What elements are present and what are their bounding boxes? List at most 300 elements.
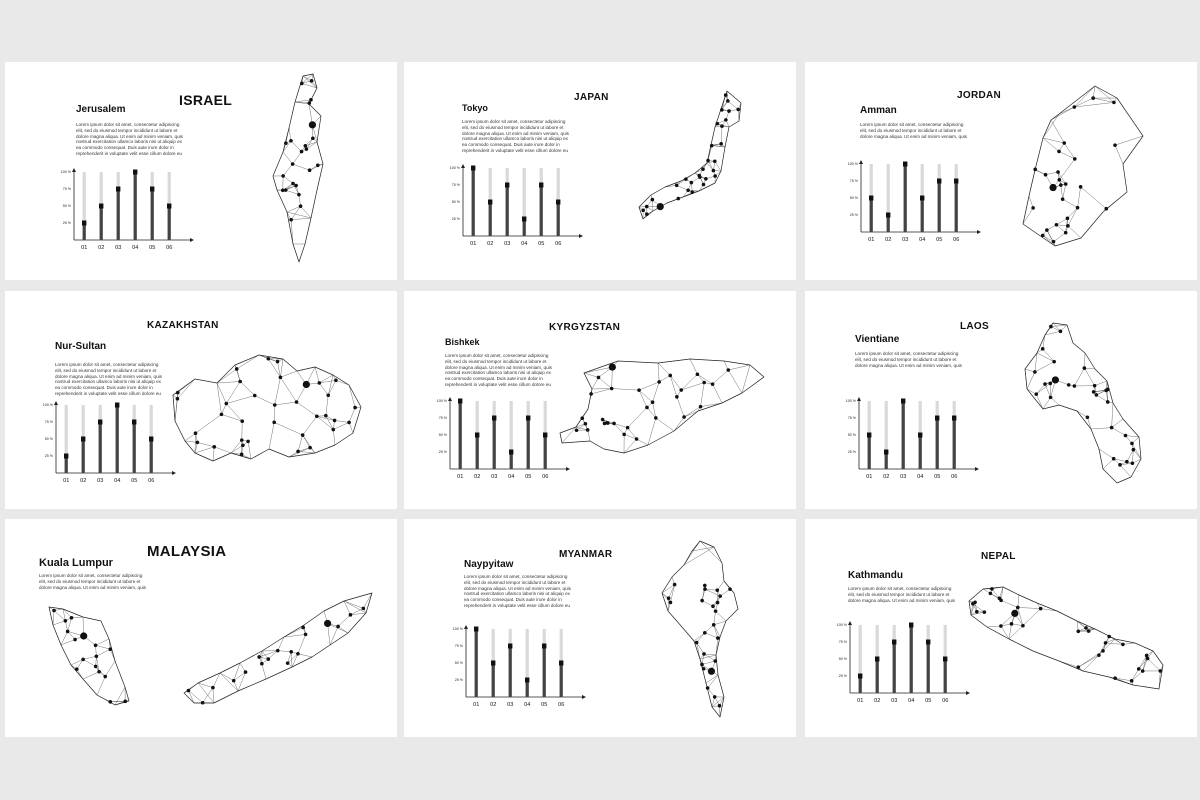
y-tick-label: 25 % — [44, 454, 53, 459]
map-node — [1112, 457, 1116, 461]
category-label: 05 — [538, 241, 545, 247]
y-axis-arrow — [72, 168, 76, 172]
map-outline — [662, 541, 738, 717]
bar-marker — [99, 204, 103, 209]
map-node — [284, 141, 288, 145]
bar-marker — [867, 433, 871, 438]
map-node — [296, 652, 300, 656]
map-node — [1112, 101, 1116, 105]
map-node — [70, 616, 74, 620]
bar — [133, 422, 136, 473]
bar — [540, 185, 543, 236]
map-node — [296, 450, 300, 454]
bar — [493, 418, 496, 469]
bar-marker — [98, 420, 102, 425]
map-node — [211, 686, 215, 690]
map-node — [1118, 463, 1122, 467]
map-node — [240, 453, 244, 457]
bar-marker — [937, 179, 941, 184]
map-node — [1076, 206, 1080, 210]
bar-marker — [526, 416, 530, 421]
map-node — [225, 402, 229, 406]
y-axis-arrow — [859, 160, 863, 164]
map-outline — [560, 359, 764, 453]
map-japan — [629, 87, 759, 247]
category-label: 04 — [524, 702, 531, 708]
description-text: Lorem ipsum dolor sit amet, consectetur adipiscing elit, sed do eiusmod tempor incididunt ut labore et dolore magna aliqua. Ut enim ad minim veniam, quis nostrud exercitation ullamco laboris nisi ut aliquip ex ea commodo consequat. Duis aute irure dolor in reprehenderit in voluptate velit esse cillum dolore eu — [462, 119, 569, 153]
map-node — [675, 184, 679, 188]
category-label: 03 — [115, 245, 122, 251]
map-node — [307, 101, 311, 105]
y-tick-label: 100 % — [847, 162, 858, 167]
bar — [953, 418, 956, 469]
map-node — [724, 93, 728, 97]
category-label: 03 — [491, 474, 498, 480]
bar — [475, 629, 478, 697]
capital-name: Kathmandu — [848, 570, 903, 581]
map-node — [728, 587, 732, 591]
category-label: 03 — [902, 237, 909, 243]
map-node — [291, 162, 295, 166]
bar — [116, 405, 119, 473]
map-node — [123, 700, 127, 704]
y-tick-label: 50 % — [838, 657, 847, 662]
map-node — [201, 701, 205, 705]
map-node — [310, 79, 314, 83]
map-node — [289, 218, 293, 222]
map-node — [697, 174, 701, 178]
y-tick-label: 25 % — [838, 674, 847, 679]
map-node — [353, 406, 357, 410]
map-node — [232, 679, 236, 683]
bar-marker — [471, 166, 475, 171]
bar-marker — [488, 200, 492, 205]
category-label: 06 — [951, 474, 958, 480]
map-node — [682, 415, 686, 419]
map-node — [326, 393, 330, 397]
bar-chart — [436, 395, 566, 485]
slide-malaysia — [5, 519, 397, 737]
y-axis-arrow — [461, 164, 465, 168]
map-node — [726, 368, 730, 372]
map-kyrgyzstan — [554, 353, 769, 463]
map-node — [713, 174, 717, 178]
map-node — [311, 136, 315, 140]
map-node — [1113, 676, 1117, 680]
category-label: 02 — [474, 474, 481, 480]
description-text: Lorem ipsum dolor sit amet, consectetur adipiscing elit, sed do eiusmod tempor incididunt ut labore et dolore magna aliqua. Ut enim ad minim veniam, quis nostrud exercitation ullamco laboris nisi ut aliquip ex ea commodo consequat. Duis aute irure dolor in reprehenderit in voluptate velit esse cillum dolore eu — [464, 574, 571, 608]
map-node — [716, 601, 720, 605]
map-node — [273, 403, 277, 407]
map-kazakhstan — [165, 349, 365, 479]
map-node — [253, 394, 257, 398]
map-node — [97, 670, 101, 674]
map-node — [676, 197, 680, 201]
map-node — [64, 619, 68, 623]
map-node — [281, 174, 285, 178]
map-node — [675, 395, 679, 399]
y-tick-label: 75 % — [62, 187, 71, 192]
map-node — [702, 381, 706, 385]
map-node — [187, 689, 191, 693]
map-node — [1132, 448, 1136, 452]
bar — [459, 401, 462, 469]
map-node — [716, 636, 720, 640]
map-node — [580, 416, 584, 420]
y-axis-arrow — [448, 397, 452, 401]
map-node — [316, 163, 320, 167]
y-tick-label: 25 % — [438, 450, 447, 455]
bar — [868, 435, 871, 469]
map-node — [1055, 223, 1059, 227]
map-node — [1016, 606, 1020, 610]
map-node — [736, 108, 740, 112]
map-node — [1052, 360, 1056, 364]
map-node — [603, 422, 607, 426]
map-node — [690, 190, 694, 194]
bar-chart — [42, 399, 172, 489]
description-text: Lorem ipsum dolor sit amet, consectetur adipiscing elit, sed do eiusmod tempor incididunt ut labore et dolore magna aliqua. Ut enim ad minim veniam, quis — [39, 573, 146, 590]
bar — [876, 659, 879, 693]
category-label: 04 — [132, 245, 139, 251]
bar — [509, 646, 512, 697]
map-node — [1095, 393, 1099, 397]
map-node — [349, 613, 353, 617]
bar — [904, 164, 907, 232]
bar — [560, 663, 563, 697]
map-node — [711, 382, 715, 386]
country-title: ISRAEL — [179, 92, 233, 108]
map-node — [701, 167, 705, 171]
map-node — [176, 391, 180, 395]
map-node — [704, 177, 708, 181]
category-label: 04 — [508, 474, 515, 480]
map-myanmar — [654, 537, 744, 722]
map-node — [726, 99, 730, 103]
bar-marker — [508, 644, 512, 649]
map-node — [983, 610, 987, 614]
map-node — [1121, 643, 1125, 647]
capital-name: Vientiane — [855, 334, 900, 345]
map-node — [1059, 183, 1063, 187]
category-label: 06 — [555, 241, 562, 247]
bar-chart — [449, 162, 579, 252]
map-node — [1104, 389, 1108, 393]
bar — [944, 659, 947, 693]
map-node — [176, 397, 180, 401]
bar — [870, 198, 873, 232]
map-node — [240, 419, 244, 423]
y-tick-label: 100 % — [436, 399, 447, 404]
map-node — [667, 596, 671, 600]
category-label: 06 — [148, 478, 155, 484]
map-node — [673, 583, 677, 587]
map-node — [597, 376, 601, 380]
bar — [544, 435, 547, 469]
bar-marker — [525, 678, 529, 683]
capital-node — [657, 203, 664, 210]
map-node — [1033, 168, 1037, 172]
y-tick-label: 50 % — [454, 661, 463, 666]
map-node — [1104, 641, 1108, 645]
map-node — [727, 109, 731, 113]
map-node — [575, 428, 579, 432]
bar-marker — [884, 450, 888, 455]
bar — [117, 189, 120, 240]
category-label: 01 — [457, 474, 464, 480]
bar-marker — [167, 204, 171, 209]
map-node — [1039, 607, 1043, 611]
bar-marker — [491, 661, 495, 666]
map-node — [1093, 384, 1097, 388]
map-node — [75, 667, 79, 671]
capital-node — [324, 620, 331, 627]
map-node — [668, 374, 672, 378]
map-outline — [49, 607, 129, 705]
bar-chart — [452, 623, 582, 713]
map-node — [1141, 669, 1145, 673]
map-node — [309, 98, 313, 102]
category-label: 05 — [934, 474, 941, 480]
slide-japan — [404, 62, 796, 280]
map-node — [1145, 654, 1149, 658]
map-node — [1130, 442, 1134, 446]
map-node — [1052, 240, 1056, 244]
map-node — [1034, 392, 1038, 396]
map-node — [281, 188, 285, 192]
bar — [150, 439, 153, 473]
description-text: Lorem ipsum dolor sit amet, consectetur adipiscing elit, sed do eiusmod tempor incididunt ut labore et dolore magna aliqua. Ut enim ad minim veniam, quis — [848, 586, 955, 603]
bar-marker — [492, 416, 496, 421]
map-node — [331, 428, 335, 432]
category-label: 02 — [98, 245, 105, 251]
map-node — [589, 392, 593, 396]
bar — [557, 202, 560, 236]
slide-kazakhstan — [5, 291, 397, 509]
map-node — [103, 675, 107, 679]
map-node — [1049, 396, 1053, 400]
bar — [527, 418, 530, 469]
slide-kyrgyzstan — [404, 291, 796, 509]
bar — [526, 680, 529, 697]
bar-marker — [132, 420, 136, 425]
map-node — [297, 193, 301, 197]
bar-marker — [133, 170, 137, 175]
bar-marker — [474, 627, 478, 632]
map-node — [1092, 390, 1096, 394]
bar — [893, 642, 896, 693]
map-node — [333, 419, 337, 423]
map-node — [719, 142, 723, 146]
map-node — [305, 147, 309, 151]
capital-node — [1052, 376, 1059, 383]
map-node — [1104, 207, 1108, 211]
map-node — [301, 433, 305, 437]
y-tick-label: 50 % — [44, 437, 53, 442]
bar-marker — [954, 179, 958, 184]
map-node — [690, 181, 694, 185]
bar — [83, 223, 86, 240]
map-node — [276, 649, 280, 653]
capital-name: Amman — [860, 105, 897, 116]
map-node — [1010, 622, 1014, 626]
map-node — [1106, 400, 1110, 404]
category-label: 01 — [868, 237, 875, 243]
category-label: 02 — [874, 698, 881, 704]
map-node — [700, 663, 704, 667]
map-outline — [1023, 86, 1143, 246]
slide-nepal — [805, 519, 1197, 737]
map-node — [294, 184, 298, 188]
map-node — [1057, 150, 1061, 154]
category-label: 05 — [149, 245, 156, 251]
category-label: 06 — [542, 474, 549, 480]
map-node — [1146, 657, 1150, 661]
map-node — [81, 658, 85, 662]
map-node — [276, 360, 280, 364]
category-label: 01 — [473, 702, 480, 708]
map-node — [645, 406, 649, 410]
bar — [936, 418, 939, 469]
map-node — [1124, 434, 1128, 438]
category-label: 05 — [131, 478, 138, 484]
country-title: NEPAL — [981, 551, 1016, 562]
bar-marker — [542, 644, 546, 649]
y-tick-label: 100 % — [60, 170, 71, 175]
bar — [523, 219, 526, 236]
map-node — [706, 686, 710, 690]
category-label: 05 — [525, 474, 532, 480]
capital-node — [309, 121, 316, 128]
capital-node — [1011, 610, 1018, 617]
capital-name: Jerusalem — [76, 104, 126, 115]
x-axis-arrow — [582, 695, 586, 699]
map-node — [300, 82, 304, 86]
y-tick-label: 75 % — [438, 416, 447, 421]
category-label: 03 — [507, 702, 514, 708]
map-outline — [969, 587, 1163, 689]
map-node — [241, 443, 245, 447]
map-node — [971, 602, 975, 606]
category-label: 02 — [80, 478, 87, 484]
category-label: 04 — [908, 698, 915, 704]
bar-marker — [875, 657, 879, 662]
slide-myanmar — [404, 519, 796, 737]
map-nepal — [963, 581, 1168, 696]
y-tick-label: 50 % — [438, 433, 447, 438]
x-axis-arrow — [566, 467, 570, 471]
map-node — [73, 638, 77, 642]
map-node — [235, 367, 239, 371]
description-text: Lorem ipsum dolor sit amet, consectetur adipiscing elit, sed do eiusmod tempor incididunt ut labore et dolore magna aliqua. Ut enim ad minim veniam, quis — [855, 351, 962, 368]
map-israel — [265, 72, 345, 272]
bar — [134, 172, 137, 240]
map-node — [720, 108, 724, 112]
map-node — [295, 400, 299, 404]
map-node — [194, 431, 198, 435]
bar — [887, 215, 890, 232]
map-node — [718, 594, 722, 598]
map-node — [1073, 384, 1077, 388]
map-node — [1062, 141, 1066, 145]
map-node — [612, 422, 616, 426]
map-node — [109, 700, 113, 704]
map-node — [1031, 206, 1035, 210]
map-node — [308, 446, 312, 450]
y-tick-label: 25 % — [454, 678, 463, 683]
map-node — [240, 438, 244, 442]
category-label: 01 — [81, 245, 88, 251]
map-node — [645, 212, 649, 216]
y-tick-label: 100 % — [449, 166, 460, 171]
bar — [151, 189, 154, 240]
map-node — [1041, 347, 1045, 351]
category-label: 02 — [883, 474, 890, 480]
map-node — [1131, 461, 1135, 465]
map-node — [244, 670, 248, 674]
bar — [168, 206, 171, 240]
map-node — [1048, 382, 1052, 386]
country-title: KYRGYZSTAN — [549, 322, 621, 333]
map-node — [684, 177, 688, 181]
bar — [492, 663, 495, 697]
y-tick-label: 50 % — [849, 196, 858, 201]
map-node — [990, 587, 994, 591]
map-node — [272, 421, 276, 425]
y-axis-arrow — [848, 621, 852, 625]
map-node — [1101, 649, 1105, 653]
country-title: MALAYSIA — [147, 543, 227, 560]
bar — [100, 206, 103, 240]
bar — [885, 452, 888, 469]
map-node — [1087, 629, 1091, 633]
y-tick-label: 50 % — [62, 204, 71, 209]
map-node — [711, 604, 715, 608]
map-node — [716, 588, 720, 592]
y-tick-label: 100 % — [42, 403, 53, 408]
slide-jordan — [805, 62, 1197, 280]
map-node — [586, 428, 590, 432]
bar-marker — [505, 183, 509, 188]
slide-israel — [5, 62, 397, 280]
map-node — [989, 592, 993, 596]
y-tick-label: 50 % — [451, 200, 460, 205]
category-label: 02 — [490, 702, 497, 708]
map-node — [94, 644, 98, 648]
category-label: 01 — [63, 478, 70, 484]
map-node — [695, 641, 699, 645]
bar-marker — [901, 399, 905, 404]
map-node — [1076, 630, 1080, 634]
map-node — [1058, 178, 1062, 182]
capital-node — [80, 632, 87, 639]
map-node — [347, 421, 351, 425]
y-tick-label: 75 % — [454, 644, 463, 649]
category-label: 06 — [942, 698, 949, 704]
map-node — [713, 659, 717, 663]
map-node — [1066, 217, 1070, 221]
bar-marker — [150, 187, 154, 192]
map-node — [718, 704, 722, 708]
map-node — [362, 607, 366, 611]
map-node — [289, 650, 293, 654]
bar-marker — [81, 437, 85, 442]
map-node — [637, 388, 641, 392]
y-tick-label: 75 % — [838, 640, 847, 645]
map-outline — [1025, 323, 1141, 483]
map-node — [266, 657, 270, 661]
map-node — [301, 626, 305, 630]
